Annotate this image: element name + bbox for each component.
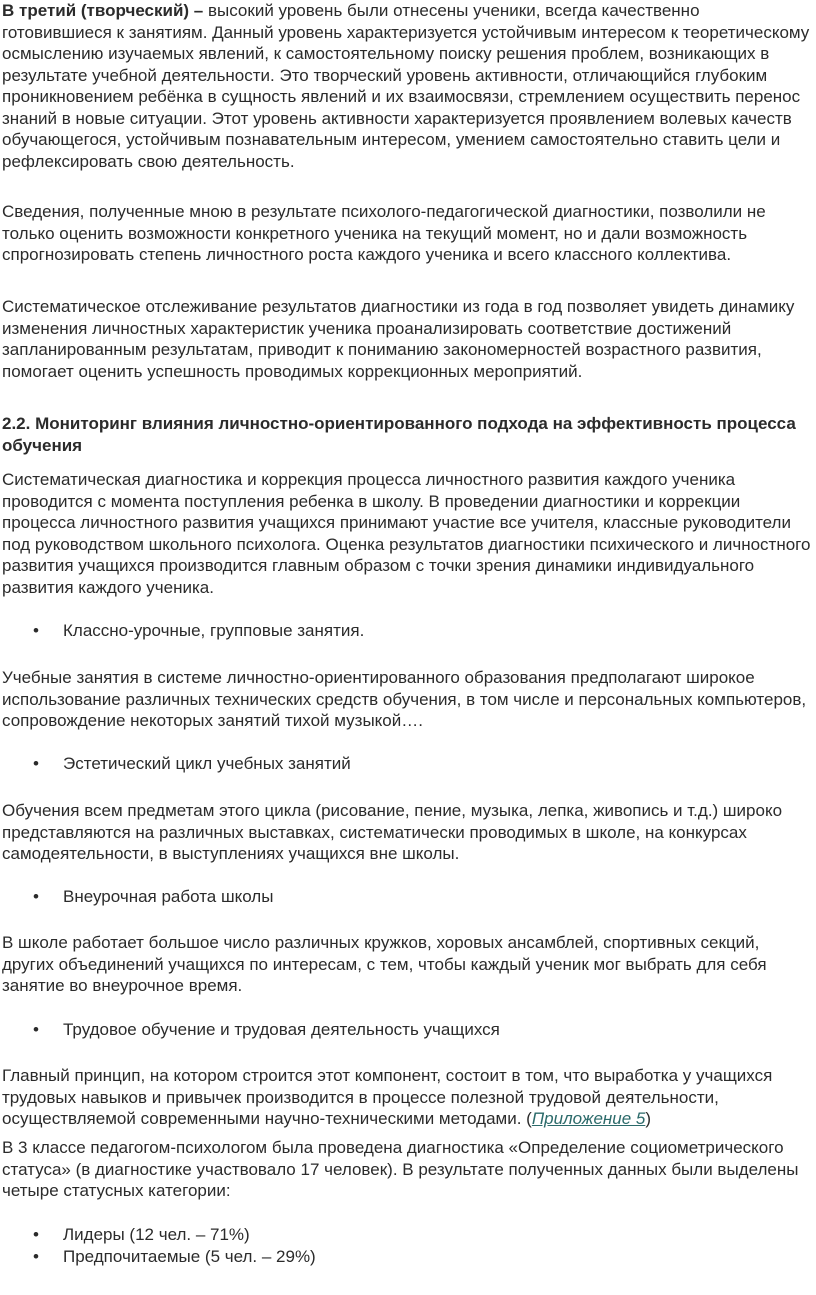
paragraph-study-sessions: Учебные занятия в системе личностно-ориентированного образования предполагают широкое использование различных технических средств обучения, в том числе и персональных компьютеров, сопровождение некоторых занятий тихой музыкой….	[2, 668, 807, 730]
bullet-item-labor: Трудовое обучение и трудовая деятельность учащихся	[63, 1020, 500, 1039]
paragraph-diagnostics-correction: Систематическая диагностика и коррекция процесса личностного развития каждого ученика проводится с момента поступления ребенка в школу. В проведении диагностики и коррекции процесса личностного развития учащихся принимают участие все учителя, классные руководители под руководством школьного психолога. Оценка результатов диагностики психического и личностного развития учащихся производится главным образом с точки зрения динамики индивидуального развития каждого ученика.	[2, 470, 811, 597]
bullet-icon: •	[33, 621, 39, 640]
bullet-icon: •	[33, 887, 39, 906]
paragraph-body: высокий уровень были отнесены ученики, всегда качественно готовившиеся к занятиям. Данный уровень характеризуется устойчивым интересом к теоретическому осмыслению изучаемых явлений, к самостоятельному поиску решения проблем, возникающих в результате учебной деятельности. Это творческий уровень активности, отличающийся глубоким проникновением ребёнка в сущность явлений и их взаимосвязи, стремлением осуществить перенос знаний в новые ситуации. Этот уровень активности характеризуется проявлением волевых качеств обучающегося, устойчивым познавательным интересом, умением самостоятельно ставить цели и рефлексировать свою деятельность.	[2, 1, 810, 171]
bullet-item-leaders: Лидеры (12 чел. – 71%)	[63, 1225, 250, 1244]
paragraph-sociometric-diagnostics: В 3 классе педагогом-психологом была проведена диагностика «Определение социометрического статуса» (в диагностике участвовало 17 человек). В результате полученных данных были выделены четыре статусных категории:	[2, 1138, 799, 1200]
paragraph-clubs: В школе работает большое число различных кружков, хоровых ансамблей, спортивных секций, других объединений учащихся по интересам, с тем, чтобы каждый ученик мог выбрать для себя занятие во внеурочное время.	[2, 933, 767, 995]
paragraph-creative-level	[2, 0, 812, 172]
bullet-icon: •	[33, 1247, 39, 1266]
paragraph-diagnostics-info: Сведения, полученные мною в результате психолого-педагогической диагностики, позволили не только оценить возможности конкретного ученика на текущий момент, но и дали возможность спрогнозировать степень личностного роста каждого ученика и всего классного коллектива.	[2, 202, 766, 264]
paragraph-aesthetic-cycle: Обучения всем предметам этого цикла (рисование, пение, музыка, лепка, живопись и т.д.) широко представляются на различных выставках, систематически проводимых в школе, на конкурсах самодеятельности, в выступлениях учащихся вне школы.	[2, 801, 783, 863]
bullet-item-classroom: Классно-урочные, групповые занятия.	[63, 621, 365, 640]
bullet-item-extracurricular: Внеурочная работа школы	[63, 887, 274, 906]
paragraph-labor-principle	[2, 1065, 812, 1130]
bullet-icon: •	[33, 754, 39, 773]
paragraph-body: Главный принцип, на котором строится этот компонент, состоит в том, что выработка у учащихся трудовых навыков и привычек производится в процессе полезной трудовой деятельности, осуществляемой современными научно-техническими методами. (	[2, 1066, 773, 1128]
bullet-icon: •	[33, 1225, 39, 1244]
bullet-icon: •	[33, 1020, 39, 1039]
bullet-item-preferred: Предпочитаемые (5 чел. – 29%)	[63, 1247, 316, 1266]
appendix-link[interactable]: Приложение 5	[531, 1109, 646, 1128]
paragraph-systematic-tracking: Систематическое отслеживание результатов диагностики из года в год позволяет увидеть динамику изменения личностных характеристик ученика проанализировать соответствие достижений запланированным результатам, приводит к пониманию закономерностей возрастного развития, помогает оценить успешность проводимых коррекционных мероприятий.	[2, 297, 795, 381]
closing-paren: )	[645, 1109, 652, 1128]
paragraph-lead-bold: В третий (творческий) –	[2, 1, 204, 20]
bullet-item-aesthetic: Эстетический цикл учебных занятий	[63, 754, 351, 773]
section-heading: 2.2. Мониторинг влияния личностно-ориентированного подхода на эффективность процесса обучения	[2, 414, 796, 455]
